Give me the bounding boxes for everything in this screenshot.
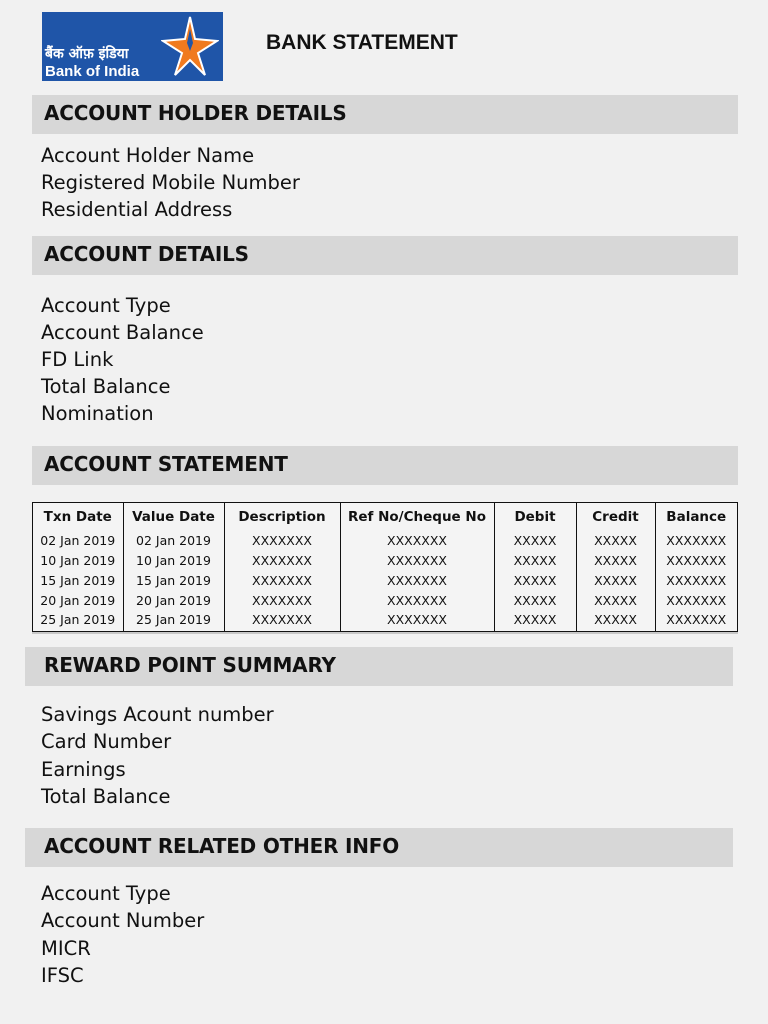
field-label: MICR: [41, 936, 91, 960]
table-cell: 02 Jan 2019: [123, 531, 224, 551]
table-cell: XXXXXXX: [655, 611, 737, 631]
table-cell: XXXXX: [576, 591, 655, 611]
star-icon: [161, 15, 219, 77]
logo-english-text: Bank of India: [45, 63, 140, 80]
table-cell: XXXXX: [494, 611, 576, 631]
section-heading: ACCOUNT DETAILS: [44, 242, 249, 266]
section-header-reward-summary: [25, 647, 733, 686]
account-holder-fields: [41, 142, 300, 223]
table-cell: 25 Jan 2019: [40, 612, 116, 627]
table-cell: 20 Jan 2019: [40, 593, 116, 608]
table-cell: XXXXX: [494, 551, 576, 571]
table-row: [33, 531, 737, 551]
table-cell: XXXXX: [494, 591, 576, 611]
column-header: Credit: [576, 503, 655, 531]
table-header-row: [33, 503, 737, 531]
reward-summary-fields: [41, 701, 274, 810]
column-header: Balance: [655, 503, 737, 531]
field-label: Savings Acount number: [41, 703, 274, 726]
page-title: BANK STATEMENT: [266, 31, 458, 54]
table-cell: 10 Jan 2019: [123, 551, 224, 571]
table-cell: 02 Jan 2019: [40, 533, 116, 548]
table-cell: XXXXXXX: [224, 531, 340, 551]
column-header: Txn Date: [43, 509, 112, 525]
section-heading: REWARD POINT SUMMARY: [44, 653, 336, 677]
table-cell: 20 Jan 2019: [123, 591, 224, 611]
field-label: Account Holder Name: [41, 144, 255, 167]
field-label: FD Link: [41, 348, 114, 371]
field-label: Account Balance: [41, 321, 204, 344]
table-cell: 15 Jan 2019: [123, 571, 224, 591]
table-cell: XXXXXXX: [340, 571, 494, 591]
table-cell: XXXXXXX: [224, 611, 340, 631]
field-label: Total Balance: [41, 375, 171, 398]
field-label: Account Number: [41, 909, 205, 933]
table-cell: XXXXX: [576, 611, 655, 631]
table-cell: XXXXXXX: [340, 611, 494, 631]
field-label: Registered Mobile Number: [41, 171, 300, 194]
table-row: [33, 611, 737, 631]
table-cell: 25 Jan 2019: [123, 611, 224, 631]
table-cell: XXXXXXX: [655, 571, 737, 591]
field-label: Account Type: [41, 294, 171, 317]
table-cell: XXXXXXX: [224, 571, 340, 591]
section-header-account-statement: [32, 446, 738, 485]
field-label: IFSC: [41, 963, 84, 987]
field-label: Residential Address: [41, 198, 233, 221]
table-cell: XXXXXXX: [340, 531, 494, 551]
table-row: [33, 571, 737, 591]
bank-logo: [42, 12, 223, 81]
table-cell: XXXXXXX: [224, 591, 340, 611]
table-cell: XXXXX: [576, 571, 655, 591]
table-cell: XXXXX: [494, 571, 576, 591]
other-info-fields: [41, 880, 204, 989]
logo-hindi-text: बैंक ऑफ़ इंडिया: [45, 46, 129, 62]
column-header: Debit: [494, 503, 576, 531]
table-cell: XXXXX: [494, 531, 576, 551]
table-cell: XXXXXXX: [224, 551, 340, 571]
section-header-account-holder: [32, 95, 738, 134]
field-label: Earnings: [41, 757, 126, 781]
section-heading: ACCOUNT RELATED OTHER INFO: [44, 834, 400, 858]
table-row: [33, 551, 737, 571]
table-cell: XXXXXXX: [655, 551, 737, 571]
section-header-account-details: [32, 236, 738, 275]
table-cell: XXXXXXX: [655, 531, 737, 551]
account-details-fields: [41, 292, 204, 427]
section-heading: ACCOUNT HOLDER DETAILS: [44, 101, 347, 125]
table-cell: XXXXXXX: [340, 551, 494, 571]
table-cell: XXXXXXX: [655, 591, 737, 611]
table-cell: 15 Jan 2019: [40, 573, 116, 588]
table-cell: XXXXXXX: [340, 591, 494, 611]
field-label: Account Type: [41, 882, 171, 905]
field-label: Total Balance: [41, 784, 171, 808]
table-cell: XXXXX: [576, 551, 655, 571]
column-header: Description: [224, 503, 340, 531]
field-label: Card Number: [41, 730, 172, 754]
field-label: Nomination: [41, 402, 154, 425]
section-heading: ACCOUNT STATEMENT: [44, 452, 288, 476]
table-row: [33, 591, 737, 611]
table-cell: XXXXX: [576, 531, 655, 551]
table-cell: 10 Jan 2019: [40, 553, 116, 568]
column-header: Value Date: [123, 503, 224, 531]
section-header-other-info: [25, 828, 733, 867]
statement-table: [32, 502, 738, 632]
column-header: Ref No/Cheque No: [340, 503, 494, 531]
